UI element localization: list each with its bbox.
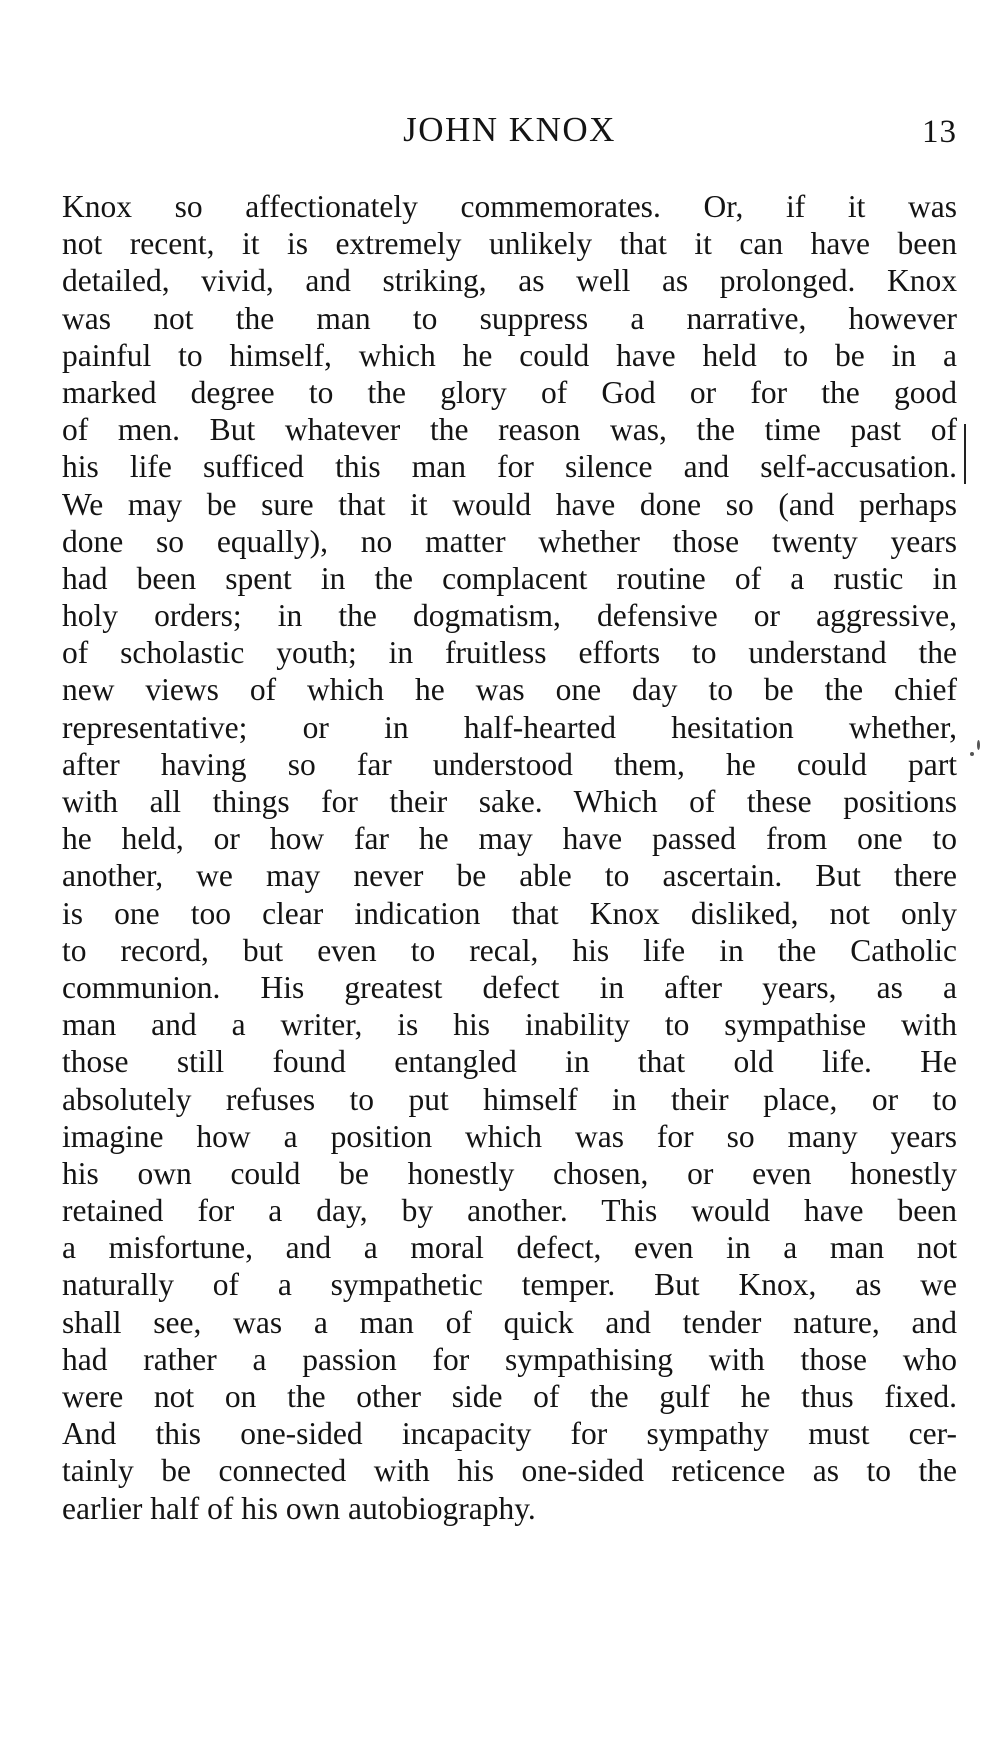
text-line: Knox so affectionately commemorates. Or, if it was: [62, 189, 957, 224]
text-line: retained for a day, by another. This would have been: [62, 1193, 957, 1229]
text-line: naturally of a sympathetic temper. But Knox, as we: [62, 1267, 957, 1303]
text-line: his own could be honestly chosen, or even honestly: [62, 1155, 957, 1191]
text-line: man and a writer, is his inability to sympathise with: [62, 1007, 957, 1043]
text-line: was not the man to suppress a narrative, however: [62, 300, 957, 336]
text-line: a misfortune, and a moral defect, even in a man not: [62, 1230, 957, 1266]
text-line: representative; or in half-hearted hesitation whether,: [62, 709, 957, 745]
text-line: were not on the other side of the gulf he thus fixed.: [62, 1379, 957, 1414]
text-line: of scholastic youth; in fruitless efforts to understand the: [62, 635, 957, 671]
text-line: new views of which he was one day to be the chief: [62, 672, 957, 708]
text-line: done so equally), no matter whether those twenty years: [62, 523, 957, 559]
scan-speck: [977, 740, 980, 750]
text-line: those still found entangled in that old life. He: [62, 1044, 957, 1080]
scan-speck: [970, 752, 974, 756]
text-line: We may be sure that it would have done so (and perhaps: [62, 486, 957, 522]
text-line: earlier half of his own autobiography.: [62, 1490, 536, 1526]
text-line: is one too clear indication that Knox disliked, not only: [62, 895, 957, 931]
text-line: shall see, was a man of quick and tender nature, and: [62, 1304, 957, 1340]
text-line: marked degree to the glory of God or for the good: [62, 374, 957, 410]
page-number: 13: [922, 114, 957, 150]
text-line: absolutely refuses to put himself in their place, or to: [62, 1081, 957, 1117]
text-line: painful to himself, which he could have held to be in a: [62, 337, 957, 373]
text-line: had rather a passion for sympathising with those who: [62, 1341, 957, 1377]
text-line: with all things for their sake. Which of these positions: [62, 784, 957, 819]
text-line: tainly be connected with his one-sided reticence as to the: [62, 1453, 957, 1489]
text-line: his life sufficed this man for silence and self-accusation.: [62, 449, 957, 485]
text-line: communion. His greatest defect in after years, as a: [62, 969, 957, 1005]
text-line: holy orders; in the dogmatism, defensive or aggressive,: [62, 598, 957, 634]
text-line: another, we may never be able to ascertain. But there: [62, 858, 957, 894]
running-head: [62, 110, 957, 160]
text-line: detailed, vivid, and striking, as well as prolonged. Knox: [62, 263, 957, 299]
text-line: had been spent in the complacent routine of a rustic in: [62, 560, 957, 596]
running-title: JOHN KNOX: [403, 110, 616, 149]
text-line: not recent, it is extremely unlikely that it can have been: [62, 226, 957, 262]
body-text: [62, 188, 957, 1527]
text-line: after having so far understood them, he could part: [62, 746, 957, 782]
text-line: imagine how a position which was for so many years: [62, 1118, 957, 1154]
margin-rule: [964, 424, 966, 484]
text-line: And this one-sided incapacity for sympathy must cer-: [62, 1416, 957, 1452]
text-line: to record, but even to recal, his life in the Catholic: [62, 932, 957, 968]
text-line: he held, or how far he may have passed from one to: [62, 821, 957, 857]
text-line: of men. But whatever the reason was, the time past of: [62, 412, 957, 448]
